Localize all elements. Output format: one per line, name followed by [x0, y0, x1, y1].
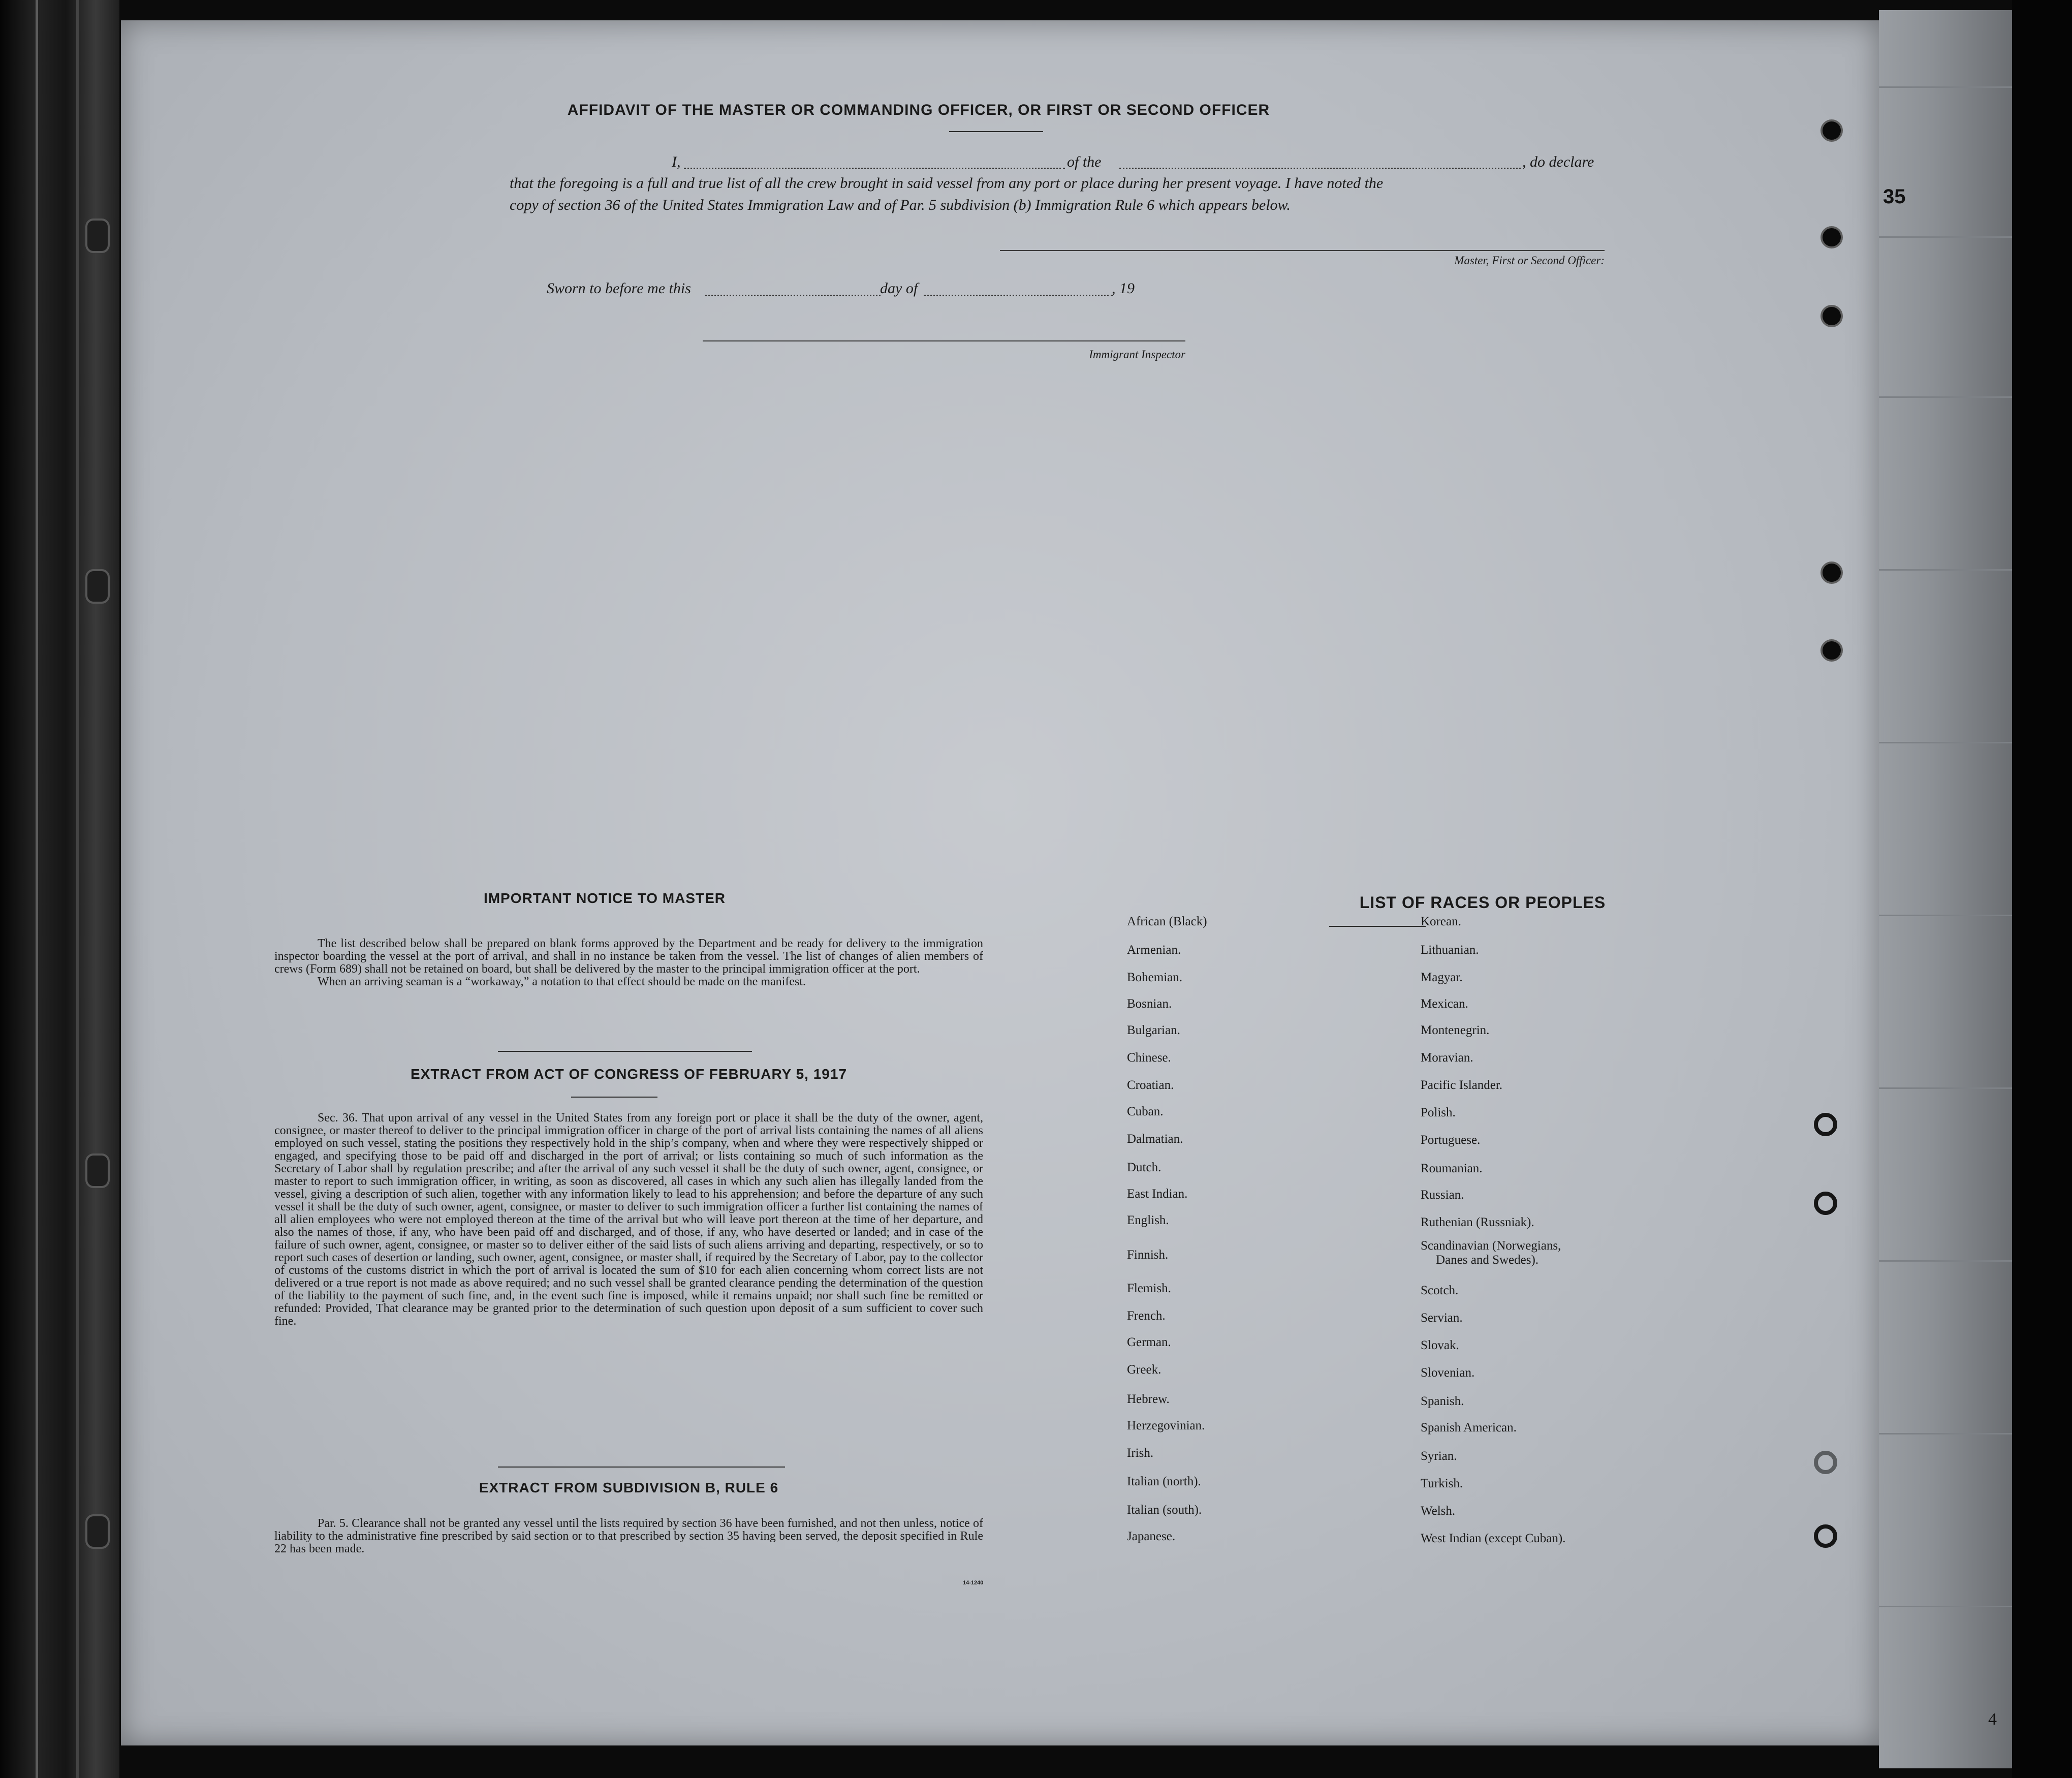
- race-item: Magyar.: [1421, 971, 1463, 984]
- race-item: Polish.: [1421, 1106, 1456, 1119]
- affidavit-line-2: that the foregoing is a full and true list of all the crew brought in said vessel from any port or place during her present voyage. I have noted the: [510, 175, 1384, 192]
- race-item: Roumanian.: [1421, 1162, 1483, 1175]
- race-item: Syrian.: [1421, 1449, 1457, 1463]
- sworn-day-blank[interactable]: [705, 295, 881, 296]
- punch-hole: [1820, 119, 1843, 142]
- race-item: Mexican.: [1421, 997, 1468, 1011]
- race-item: Flemish.: [1127, 1282, 1171, 1295]
- vessel-blank[interactable]: [1119, 168, 1521, 169]
- race-item: Bohemian.: [1127, 971, 1183, 984]
- race-item: Chinese.: [1127, 1051, 1171, 1065]
- race-item: Bulgarian.: [1127, 1023, 1180, 1037]
- race-item: French.: [1127, 1309, 1166, 1323]
- binder-clip: [85, 569, 110, 604]
- race-item: Slovenian.: [1421, 1366, 1475, 1380]
- race-item: Hebrew.: [1127, 1392, 1170, 1406]
- divider: [1329, 926, 1426, 927]
- year-label: , 19: [1112, 280, 1135, 297]
- name-blank[interactable]: [684, 168, 1065, 169]
- notice-para-2: When an arriving seaman is a “workaway,” a notation to that effect should be made on the manifest.: [318, 975, 806, 988]
- margin-number: 35: [1883, 185, 1906, 208]
- rule-extract-text: Par. 5. Clearance shall not be granted any vessel until the lists required by section 36 have been furnished, and not then unless, notice of liability to the administrative fine prescribed by said section or to that prescribed by section 35 having been served, the deposit specified in Rule 22 has been made.: [274, 1517, 983, 1555]
- divider: [498, 1051, 752, 1052]
- race-item: Welsh.: [1421, 1504, 1456, 1518]
- master-signature-label: Master, First or Second Officer:: [1454, 254, 1605, 267]
- form-page: [121, 20, 1879, 1745]
- divider: [498, 1467, 785, 1468]
- master-signature-line[interactable]: [1000, 250, 1605, 251]
- race-item: Irish.: [1127, 1446, 1154, 1460]
- race-item: English.: [1127, 1213, 1169, 1227]
- race-item: Greek.: [1127, 1363, 1161, 1377]
- rule-extract-title: EXTRACT FROM SUBDIVISION B, RULE 6: [479, 1480, 779, 1495]
- race-item: Slovak.: [1421, 1338, 1459, 1352]
- binding-line: [76, 0, 79, 1778]
- race-item: Herzegovinian.: [1127, 1419, 1205, 1432]
- race-item: Turkish.: [1421, 1477, 1463, 1490]
- race-item: German.: [1127, 1335, 1171, 1349]
- binder-clip: [85, 1153, 110, 1188]
- race-item: West Indian (except Cuban).: [1421, 1532, 1566, 1545]
- binding-line: [36, 0, 38, 1778]
- punch-hole: [1814, 1524, 1837, 1548]
- race-item: East Indian.: [1127, 1187, 1188, 1201]
- punch-hole: [1814, 1113, 1837, 1136]
- race-item: Portuguese.: [1421, 1133, 1481, 1147]
- race-item: Lithuanian.: [1421, 943, 1479, 957]
- race-item: Croatian.: [1127, 1078, 1174, 1092]
- race-item: Danes and Swedes).: [1436, 1253, 1539, 1267]
- of-the-label: of the: [1067, 153, 1102, 170]
- binder-clip: [85, 1514, 110, 1549]
- race-item: Dutch.: [1127, 1161, 1161, 1174]
- race-item: Pacific Islander.: [1421, 1078, 1503, 1092]
- race-item: Spanish American.: [1421, 1421, 1517, 1434]
- i-label: I,: [672, 153, 681, 170]
- race-item: Moravian.: [1421, 1051, 1473, 1065]
- right-edge-shadow: [2012, 0, 2072, 1778]
- race-item: African (Black): [1127, 915, 1207, 928]
- punch-hole: [1814, 1451, 1837, 1474]
- race-item: Scotch.: [1421, 1284, 1459, 1297]
- do-declare-label: , do declare: [1522, 153, 1594, 170]
- form-number: 14-1240: [963, 1580, 984, 1586]
- affidavit-line-3: copy of section 36 of the United States Immigration Law and of Par. 5 subdivision (b) Immigration Rule 6 which appears below.: [510, 197, 1291, 213]
- race-item: Italian (south).: [1127, 1503, 1202, 1517]
- race-item: Bosnian.: [1127, 997, 1172, 1011]
- race-item: Russian.: [1421, 1188, 1464, 1202]
- affidavit-title: AFFIDAVIT OF THE MASTER OR COMMANDING OFFICER, OR FIRST OR SECOND OFFICER: [567, 102, 1270, 118]
- inspector-label: Immigrant Inspector: [1089, 348, 1185, 361]
- act-extract-title: EXTRACT FROM ACT OF CONGRESS OF FEBRUARY 5, 1917: [410, 1066, 847, 1082]
- act-extract-body: [274, 1112, 983, 1328]
- binder-clip: [85, 219, 110, 253]
- left-binding-strip: [0, 0, 119, 1778]
- margin-mark: 4: [1988, 1710, 1997, 1729]
- punch-hole: [1820, 226, 1843, 248]
- punch-hole: [1820, 562, 1843, 584]
- underlying-sheet: [1879, 10, 2012, 1768]
- sworn-label: Sworn to before me this: [547, 280, 691, 297]
- notice-para-1: The list described below shall be prepared on blank forms approved by the Department and be ready for delivery to the immigration inspector boarding the vessel at the port of arrival, and shall in no instance be taken from the vessel. The list of changes of alien members of crews (Form 689) shall not be retained on board, but shall be delivered by the master to the principal immigration officer at the port.: [274, 937, 983, 976]
- notice-title: IMPORTANT NOTICE TO MASTER: [483, 890, 726, 906]
- punch-hole: [1820, 305, 1843, 327]
- inspector-signature-line[interactable]: [703, 340, 1185, 341]
- race-item: Scandinavian (Norwegians,: [1421, 1239, 1561, 1253]
- race-item: Japanese.: [1127, 1530, 1176, 1543]
- punch-hole: [1814, 1192, 1837, 1215]
- divider: [571, 1097, 657, 1098]
- races-title: LIST OF RACES OR PEOPLES: [1359, 893, 1606, 912]
- notice-body: [274, 938, 983, 988]
- sworn-month-blank[interactable]: [924, 295, 1113, 296]
- divider: [949, 131, 1043, 132]
- race-item: Finnish.: [1127, 1248, 1169, 1262]
- rule-extract-body: [274, 1517, 983, 1555]
- race-item: Korean.: [1421, 915, 1461, 928]
- race-item: Montenegrin.: [1421, 1023, 1490, 1037]
- race-item: Italian (north).: [1127, 1475, 1201, 1488]
- day-of-label: day of: [880, 280, 918, 297]
- race-item: Ruthenian (Russniak).: [1421, 1215, 1534, 1229]
- race-item: Dalmatian.: [1127, 1132, 1183, 1146]
- act-extract-text: Sec. 36. That upon arrival of any vessel in the United States from any foreign port or place it shall be the duty of the owner, agent, consignee, or master thereof to deliver to the principal immigration officer in charge of the port of arrival lists containing the names of all aliens employed on such vessel, stating the positions they respectively hold in the ship’s company, when and where they were respectively shipped or engaged, and specifying those to be paid off and discharged in the port of arrival; or lists containing so much of such information as the Secretary of Labor shall by regulation prescribe; and after the arrival of any such vessel it shall be the duty of such owner, agent, consignee, or master to report to such immigration officer, in writing, as soon as discovered, all cases in which any such alien has illegally landed from the vessel, giving a description of such alien, together with any information likely to lead to his apprehension; and before the departure of any such vessel it shall be the duty of such owner, agent, consignee, or master to deliver to such immigration officer a further list containing the names of all alien employees who were not employed thereon at the time of the arrival but who will leave port thereon at the time of her departure, and also the names of those, if any, who have been paid off and discharged, and of those, if any, who have deserted or landed; and in case of the failure of such owner, agent, consignee, or master so to deliver either of the said lists of such aliens arriving and departing, respectively, or so to report such cases of desertion or landing, such owner, agent, consignee, or master shall, if required by the Secretary of Labor, pay to the collector of customs of the customs district in which the port of arrival is located the sum of $10 for each alien concerning whom correct lists are not delivered or a true report is not made as above required; and no such vessel shall be granted clearance pending the determination of the question of the liability to the payment of such fine, and, in the event such fine is imposed, while it remains unpaid; nor shall such fine be remitted or refunded: Provided, That clearance may be granted prior to the determination of such question upon deposit of a sum sufficient to cover such fine.: [274, 1111, 983, 1328]
- race-item: Armenian.: [1127, 943, 1181, 957]
- race-item: Spanish.: [1421, 1394, 1464, 1408]
- race-item: Servian.: [1421, 1311, 1463, 1325]
- race-item: Cuban.: [1127, 1105, 1164, 1118]
- punch-hole: [1820, 639, 1843, 662]
